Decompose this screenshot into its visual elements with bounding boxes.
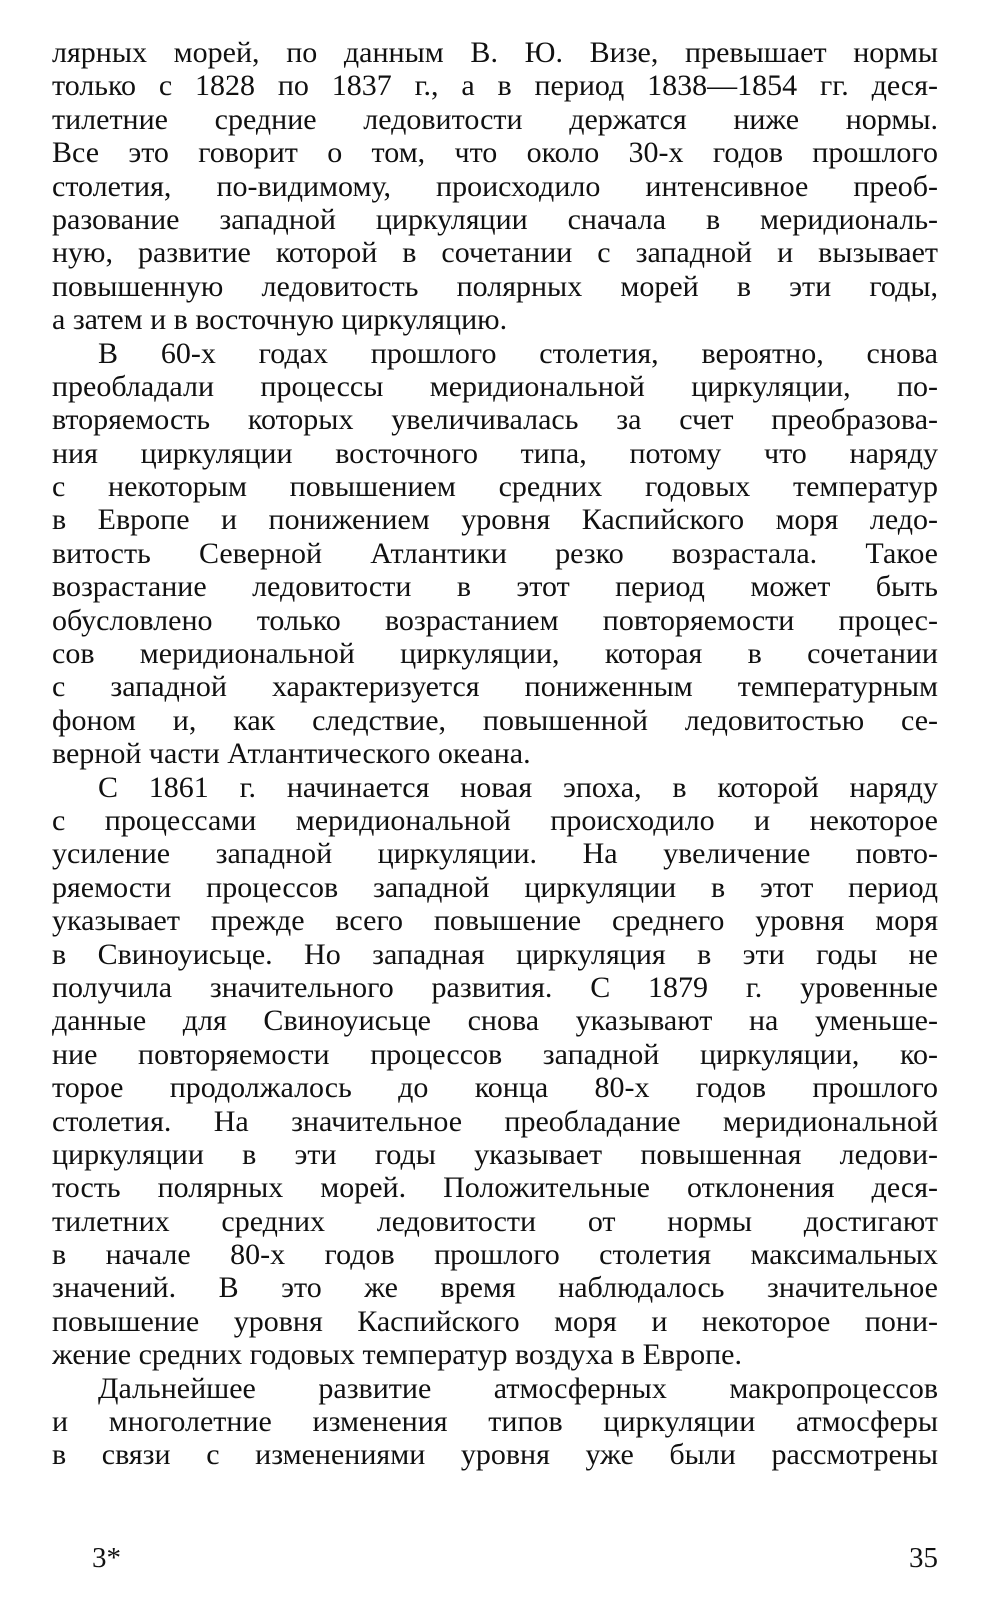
text-line: торое продолжалось до конца 80-х годов прошлого <box>52 1071 938 1105</box>
text-line: с западной характеризуется пониженным температурным <box>52 670 938 704</box>
text-line: возрастание ледовитости в этот период может быть <box>52 570 938 604</box>
text-line: обусловлено только возрастанием повторяемости процес- <box>52 603 938 637</box>
text-line: в связи с изменениями уровня уже были рассмотрены <box>52 1438 938 1472</box>
text-line: только с 1828 по 1837 г., а в период 1838—1854 гг. деся- <box>52 69 938 103</box>
text-line: получила значительного развития. С 1879 г. уровенные <box>52 970 938 1004</box>
text-line: и многолетние изменения типов циркуляции атмосферы <box>52 1405 938 1439</box>
text-line: данные для Свиноуисьце снова указывают на уменьше- <box>52 1004 938 1038</box>
page-number: 35 <box>909 1542 938 1574</box>
text-line: ную, развитие которой в сочетании с западной и вызывает <box>52 236 938 270</box>
text-line: витость Северной Атлантики резко возрастала. Такое <box>52 536 938 570</box>
text-line: столетия. На значительное преобладание меридиональной <box>52 1104 938 1138</box>
text-line: Дальнейшее развитие атмосферных макропроцессов <box>98 1371 938 1405</box>
text-line: ние повторяемости процессов западной циркуляции, ко- <box>52 1037 938 1071</box>
page-footer <box>52 1538 938 1578</box>
text-line: Все это говорит о том, что около 30-х годов прошлого <box>52 136 938 170</box>
text-line: жение средних годовых температур воздуха в Европе. <box>52 1338 742 1372</box>
printer-signature-mark: 3* <box>92 1542 121 1574</box>
text-line: ряемости процессов западной циркуляции в этот период <box>52 870 938 904</box>
text-line: усиление западной циркуляции. На увеличение повто- <box>52 837 938 871</box>
text-line: тилетние средние ледовитости держатся ниже нормы. <box>52 102 938 136</box>
text-line: указывает прежде всего повышение среднего уровня моря <box>52 904 938 938</box>
text-line: повышение уровня Каспийского моря и некоторое пони- <box>52 1304 938 1338</box>
text-line: разование западной циркуляции сначала в меридиональ- <box>52 202 938 236</box>
text-line: с некоторым повышением средних годовых температур <box>52 470 938 504</box>
text-line: столетия, по-видимому, происходило интенсивное преоб- <box>52 169 938 203</box>
text-line: тость полярных морей. Положительные отклонения деся- <box>52 1171 938 1205</box>
text-line: повышенную ледовитость полярных морей в эти годы, <box>52 269 938 303</box>
text-line: преобладали процессы меридиональной циркуляции, по- <box>52 369 938 403</box>
text-line: вторяемость которых увеличивалась за счет преобразова- <box>52 403 938 437</box>
text-line: в Европе и понижением уровня Каспийского моря ледо- <box>52 503 938 537</box>
text-line: С 1861 г. начинается новая эпоха, в которой наряду <box>98 770 938 804</box>
text-line: циркуляции в эти годы указывает повышенная ледови- <box>52 1137 938 1171</box>
text-line: а затем и в восточную циркуляцию. <box>52 303 508 337</box>
text-line: верной части Атлантического океана. <box>52 737 531 771</box>
text-line: В 60-х годах прошлого столетия, вероятно, снова <box>98 336 938 370</box>
text-line: значений. В это же время наблюдалось значительное <box>52 1271 938 1305</box>
text-line: лярных морей, по данным В. Ю. Визе, превышает нормы <box>52 36 938 69</box>
text-line: в Свиноуисьце. Но западная циркуляция в эти годы не <box>52 937 938 971</box>
text-line: с процессами меридиональной происходило и некоторое <box>52 803 938 837</box>
text-line: фоном и, как следствие, повышенной ледовитостью се- <box>52 703 938 737</box>
text-line: сов меридиональной циркуляции, которая в сочетании <box>52 637 938 671</box>
text-line: ния циркуляции восточного типа, потому что наряду <box>52 436 938 470</box>
page-body <box>52 36 938 1472</box>
text-line: в начале 80-х годов прошлого столетия максимальных <box>52 1238 938 1272</box>
text-line: тилетних средних ледовитости от нормы достигают <box>52 1204 938 1238</box>
